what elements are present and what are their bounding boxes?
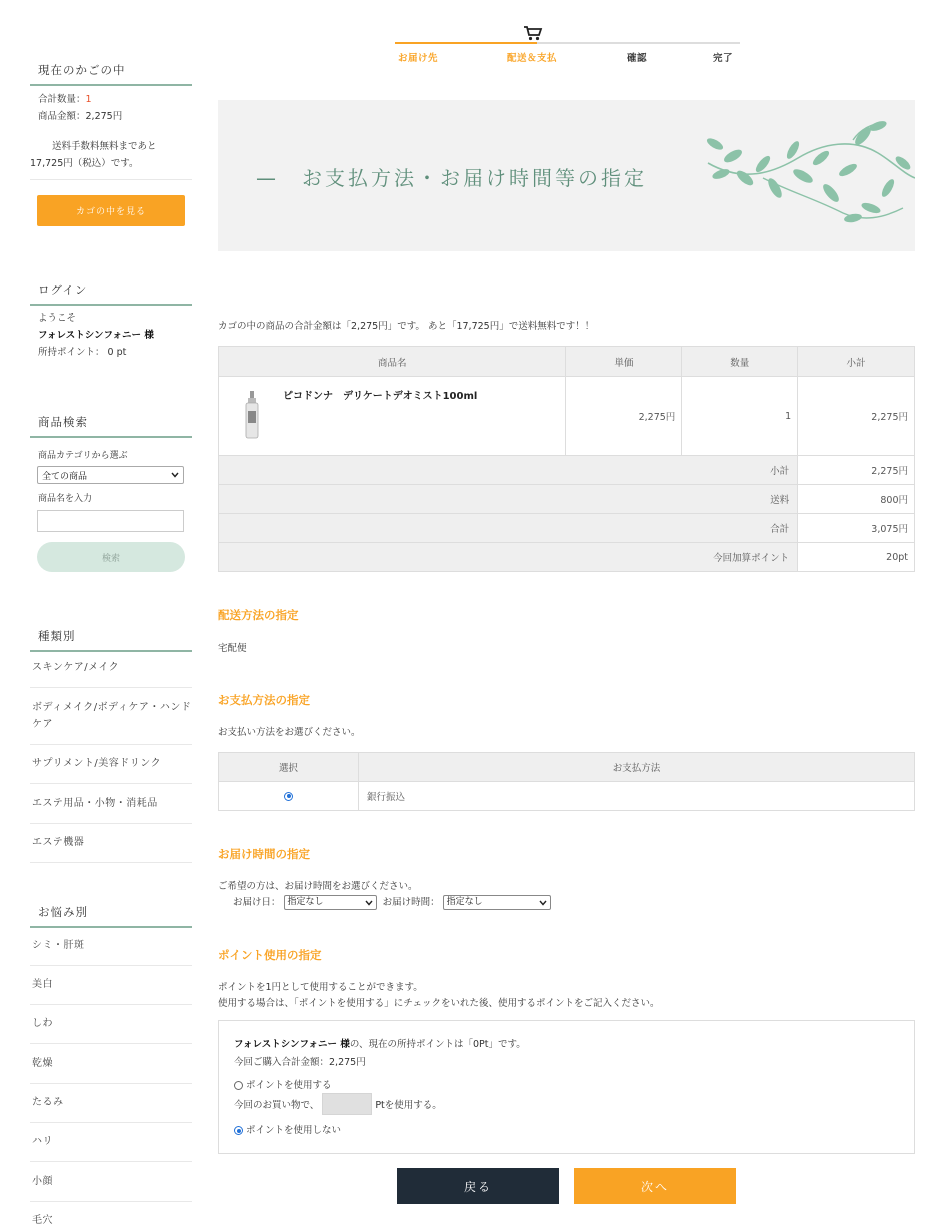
- login-welcome: ようこそ: [38, 313, 77, 324]
- divider: [30, 965, 192, 966]
- points-owner: [234, 1036, 526, 1050]
- use-points-prefix: 今回のお買い物で、: [234, 1100, 320, 1111]
- step-shipping-payment: 配送＆支払: [507, 53, 558, 64]
- concern-item-firmness[interactable]: ハリ: [32, 1136, 53, 1147]
- free-shipping-line2: 17,725円（税込）です。: [30, 158, 139, 169]
- chevron-down-icon: [365, 900, 373, 906]
- product-cell: [219, 377, 566, 456]
- delivery-time-title: お届け時間の指定: [218, 847, 310, 861]
- cart-quantity: [38, 91, 92, 108]
- cart-quantity-value: 1: [85, 94, 92, 105]
- step-confirm: 確認: [627, 53, 648, 64]
- payment-radio-cell: [219, 782, 359, 811]
- summary-row-total: [219, 514, 915, 543]
- col-product-name: 商品名: [219, 347, 566, 377]
- product-thumbnail: [245, 391, 259, 439]
- login-user: フォレストシンフォニー 様: [38, 330, 154, 341]
- view-cart-button[interactable]: カゴの中を見る: [37, 195, 185, 226]
- category-item-supplement[interactable]: サプリメント/美容ドリンク: [32, 758, 162, 769]
- divider: [30, 179, 192, 180]
- points-box: [218, 1020, 915, 1154]
- category-select[interactable]: [37, 466, 184, 484]
- divider: [30, 1201, 192, 1202]
- login-heading: ログイン: [30, 282, 192, 306]
- delivery-method-value: 宅配便: [218, 643, 247, 654]
- divider: [30, 823, 192, 824]
- payment-method-title: お支払方法の指定: [218, 693, 310, 707]
- col-unit-price: 単価: [566, 347, 682, 377]
- delivery-date-label: お届け日：: [233, 897, 281, 908]
- divider: [30, 1122, 192, 1123]
- payment-radio-bank-transfer[interactable]: [284, 792, 293, 801]
- summary-label: 小計: [219, 456, 798, 485]
- col-select: 選択: [219, 753, 359, 782]
- concern-item-whitening[interactable]: 美白: [32, 979, 53, 990]
- category-label: 商品カテゴリから選ぶ: [38, 451, 128, 461]
- concern-item-dryness[interactable]: 乾燥: [32, 1058, 53, 1069]
- free-shipping-line1: 送料手数料無料まであと: [52, 141, 157, 152]
- category-item-skincare[interactable]: スキンケア/メイク: [32, 662, 120, 673]
- use-points-radio[interactable]: [234, 1081, 243, 1090]
- page-banner: [218, 100, 915, 251]
- col-quantity: 数量: [682, 347, 798, 377]
- search-heading: 商品検索: [30, 414, 192, 438]
- search-button[interactable]: 検索: [37, 542, 185, 572]
- summary-value: 20pt: [798, 543, 915, 572]
- concern-item-small-face[interactable]: 小顔: [32, 1176, 53, 1187]
- use-points-input[interactable]: [322, 1093, 372, 1115]
- page-title: — お支払方法・お届け時間等の指定: [256, 166, 647, 190]
- chevron-down-icon: [539, 900, 547, 906]
- delivery-time-row: [233, 894, 551, 911]
- points-desc-2: 使用する場合は、「ポイントを使用する」にチェックをいれた後、使用するポイントをご記入ください。: [218, 998, 660, 1009]
- category-item-bodycare[interactable]: ボディメイク/ボディケア・ハンドケア: [32, 702, 192, 730]
- payment-method-bank-transfer: 銀行振込: [359, 782, 915, 811]
- step-complete: 完了: [713, 53, 734, 64]
- product-name[interactable]: ピコドンナ デリケートデオミスト100ml: [283, 391, 478, 402]
- use-points-label: ポイントを使用する: [246, 1080, 332, 1091]
- cart-heading: 現在のかごの中: [30, 62, 192, 86]
- divider: [30, 1043, 192, 1044]
- step-delivery-address: お届け先: [398, 53, 439, 64]
- chevron-down-icon: [171, 472, 179, 478]
- concerns-heading: お悩み別: [30, 904, 192, 928]
- divider: [30, 783, 192, 784]
- no-use-points-option[interactable]: [234, 1122, 341, 1136]
- summary-value: 800円: [798, 485, 915, 514]
- product-quantity: 1: [682, 377, 798, 456]
- delivery-time-instruction: ご希望の方は、お届け時間をお選びください。: [218, 881, 418, 892]
- category-item-esthe-device[interactable]: エステ機器: [32, 837, 85, 848]
- use-points-suffix: Ptを使用する。: [375, 1100, 442, 1111]
- points-desc-1: ポイントを1円として使用することができます。: [218, 982, 423, 993]
- summary-row-subtotal: [219, 456, 915, 485]
- concern-item-spots[interactable]: シミ・肝斑: [32, 940, 85, 951]
- types-heading: 種類別: [30, 628, 192, 652]
- use-points-row: [234, 1093, 442, 1115]
- delivery-time-value: 指定なし: [446, 897, 483, 907]
- product-name-input[interactable]: [37, 510, 184, 532]
- next-button[interactable]: 次へ: [574, 1168, 736, 1204]
- divider: [30, 862, 192, 863]
- delivery-date-value: 指定なし: [287, 897, 324, 907]
- cart-amount: 商品金額：2,275円: [38, 111, 123, 122]
- delivery-date-select[interactable]: [284, 895, 377, 910]
- cart-total-note: カゴの中の商品の合計金額は「2,275円」です。 あと「17,725円」で送料無料です！！: [218, 321, 595, 332]
- delivery-time-select[interactable]: [443, 895, 551, 910]
- payment-instruction: お支払い方法をお選びください。: [218, 727, 361, 738]
- concern-item-sagging[interactable]: たるみ: [32, 1097, 64, 1108]
- summary-row-points: [219, 543, 915, 572]
- login-points: 所持ポイント： 0 pt: [38, 347, 127, 358]
- back-button[interactable]: 戻る: [397, 1168, 559, 1204]
- col-payment-method: お支払方法: [359, 753, 915, 782]
- divider: [30, 687, 192, 688]
- summary-label: 送料: [219, 485, 798, 514]
- use-points-option[interactable]: [234, 1077, 332, 1091]
- concern-item-wrinkles[interactable]: しわ: [32, 1018, 53, 1029]
- summary-value: 2,275円: [798, 456, 915, 485]
- payment-table-header: [219, 753, 915, 782]
- concern-item-pores[interactable]: 毛穴: [32, 1215, 53, 1226]
- cart-quantity-label: 合計数量：: [38, 94, 86, 105]
- points-title: ポイント使用の指定: [218, 948, 322, 962]
- product-price: 2,275円: [566, 377, 682, 456]
- summary-label: 今回加算ポイント: [219, 543, 798, 572]
- table-row: [219, 782, 915, 811]
- cart-icon: [521, 24, 545, 42]
- delivery-method-title: 配送方法の指定: [218, 608, 299, 622]
- product-name-label: 商品名を入力: [38, 494, 93, 504]
- category-item-esthe-goods[interactable]: エステ用品・小物・消耗品: [32, 798, 158, 809]
- divider: [30, 1083, 192, 1084]
- category-select-value: 全ての商品: [42, 471, 88, 482]
- no-use-points-radio[interactable]: [234, 1126, 243, 1135]
- summary-label: 合計: [219, 514, 798, 543]
- points-owner-name: フォレストシンフォニー 様: [234, 1039, 350, 1050]
- cart-table: [218, 346, 915, 572]
- table-row: [219, 377, 915, 456]
- summary-row-shipping: [219, 485, 915, 514]
- progress-fill: [395, 42, 537, 44]
- divider: [30, 1161, 192, 1162]
- product-subtotal: 2,275円: [798, 377, 915, 456]
- summary-value: 3,075円: [798, 514, 915, 543]
- divider: [30, 744, 192, 745]
- col-subtotal: 小計: [798, 347, 915, 377]
- points-purchase-total: 今回ご購入合計金額：2,275円: [234, 1057, 366, 1068]
- divider: [30, 1004, 192, 1005]
- no-use-points-label: ポイントを使用しない: [246, 1125, 342, 1136]
- leaves-decoration: [703, 118, 915, 233]
- points-owner-text: の、現在の所持ポイントは「0Pt」です。: [349, 1039, 526, 1050]
- payment-table: [218, 752, 915, 811]
- delivery-time-label: お届け時間：: [382, 897, 440, 908]
- cart-table-header: [219, 347, 915, 377]
